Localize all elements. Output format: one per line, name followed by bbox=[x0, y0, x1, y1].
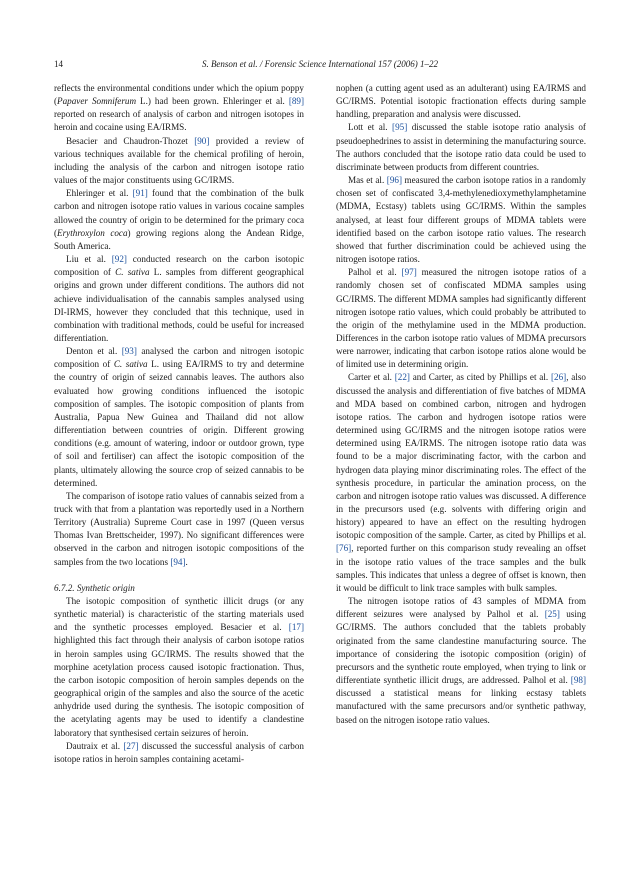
citation-link[interactable]: [95] bbox=[392, 122, 408, 133]
text: Besacier and Chaudron-Thozet bbox=[66, 135, 195, 146]
left-column bbox=[54, 82, 304, 766]
page-number: 14 bbox=[54, 59, 63, 69]
text: analysed the carbon and nitrogen isotopic composition of bbox=[54, 346, 304, 370]
text: measured the carbon isotope ratios in a randomly chosen set of confiscated 3,4-methylenedioxymethylamphetamine (MDMA, Ecstasy) tablets using GC/IRMS. Within the samples analysed, at least four different groups of MDMA tablets were identified based on the carbon isotope ratio values. The research showed that further discrimination could be achieved using the nitrogen isotope ratios. bbox=[336, 175, 586, 265]
species-name: C. sativa bbox=[113, 359, 148, 370]
text: . bbox=[185, 556, 188, 567]
page-header bbox=[54, 57, 586, 71]
citation-link[interactable]: [97] bbox=[401, 267, 417, 278]
text: Denton et al. bbox=[66, 346, 122, 357]
paragraph bbox=[336, 595, 586, 727]
paragraph bbox=[336, 371, 586, 595]
citation-link[interactable]: [90] bbox=[194, 135, 210, 146]
species-name: Erythroxylon coca bbox=[57, 227, 128, 238]
citation-link[interactable]: [17] bbox=[288, 622, 304, 633]
text: discussed a statistical means for linking ecstasy tablets manufactured with the same precursors and/or synthetic pathway, based on the nitrogen isotope ratio values. bbox=[336, 688, 586, 725]
paragraph bbox=[336, 82, 586, 121]
paragraph bbox=[54, 595, 304, 740]
text: and Carter, as cited by Phillips et al. bbox=[409, 372, 551, 383]
citation-link[interactable]: [27] bbox=[123, 740, 139, 751]
text: reflects the environmental conditions under which the opium poppy ( bbox=[54, 83, 304, 107]
paragraph bbox=[336, 174, 586, 266]
text: Palhol et al. bbox=[348, 267, 402, 278]
right-column bbox=[336, 82, 586, 727]
paragraph bbox=[54, 345, 304, 490]
text: ) growing regions along the Andean Ridge, South America. bbox=[54, 227, 304, 251]
citation-link[interactable]: [96] bbox=[386, 175, 402, 186]
text: The comparison of isotope ratio values of cannabis seized from a truck with that from a plantation was reportedly used in a Northern Territory (Australia) Supreme Court case in 1997 (Queen versus Thomas Ivan Brettscheider, 1997). No significant differences were observed in the carbon and nitrogen isotopic compositions of the samples from the two locations bbox=[54, 490, 304, 567]
text: , reported further on this comparison study revealing an offset in the isotope ratio values of the trace samples and the bulk samples. This indicates that unless a degree of offset is known, then it would be difficult to link trace samples with bulk samples. bbox=[336, 543, 586, 593]
paragraph bbox=[54, 187, 304, 253]
text: using GC/IRMS. The authors concluded that the tablets probably originated from the same clandestine manufacturing source. The importance of considering the isotopic composition (origin) of precursors and the synthetic route employed, when trying to link or differentiate synthetic illicit drugs, are addressed. Palhol et al. bbox=[336, 609, 586, 686]
text: Mas et al. bbox=[348, 175, 387, 186]
citation-link[interactable]: [76] bbox=[336, 543, 352, 554]
text: , also discussed the analysis and differentiation of five batches of MDMA and MDA based on combined carbon, nitrogen and hydrogen isotope ratios. The carbon and hydrogen isotope ratios were determined using GC/IRMS and the nitrogen isotope ratios were determined using EA/IRMS. The nitrogen isotope ratio data was found to be a major discriminating factor, with the carbon and hydrogen data playing minor discriminating roles. The effect of the synthesis procedure, in particular the amination process, on the carbon and nitrogen isotope ratio values was discussed. A difference in the precursors used (e.g. solvents with differing origin and history) appeared to have an effect on the resulting hydrogen isotopic composition of the sample. Carter, as cited by Phillips et al. bbox=[336, 372, 586, 541]
paragraph bbox=[54, 490, 304, 569]
paragraph bbox=[336, 266, 586, 371]
text: The nitrogen isotope ratios of 43 samples of MDMA from different seizures were analysed by Palhol et al. bbox=[336, 596, 586, 620]
text: Ehleringer et al. bbox=[66, 188, 133, 199]
text: found that the combination of the bulk carbon and nitrogen isotope ratio values in various cocaine samples allowed the country of origin to be determined for the primary coca ( bbox=[54, 188, 304, 238]
text: Dautraix et al. bbox=[66, 740, 124, 751]
citation-link[interactable]: [94] bbox=[170, 556, 186, 567]
text: L. samples from different geographical origins and grown under different conditions. The authors did not achieve individualisation of the cannabis samples analysed using DI-IRMS, however they concluded that this technique, used in combination with traditional methods, could be useful for increased differentiation. bbox=[54, 267, 304, 343]
text: discussed the successful analysis of carbon isotope ratios in heroin samples containing acetami- bbox=[54, 740, 304, 764]
text: L. using EA/IRMS to try and determine the country of origin of seized cannabis leaves. The authors also evaluated how growing conditions influenced the isotopic composition of samples. The isotopic composition of plants from Australia, Papua New Guinea and Thailand did not allow differentiation between countries of origin. Different growing conditions (e.g. amount of watering, indoor or outdoor grown, type of soil and fertiliser) can affect the isotopic composition of the plants, ultimately allowing the source crop of seized cannabis to be determined. bbox=[54, 359, 305, 488]
text: Liu et al. bbox=[66, 254, 112, 265]
citation-link[interactable]: [93] bbox=[121, 346, 137, 357]
text: The isotopic composition of synthetic illicit drugs (or any synthetic material) is characteristic of the starting materials used and the synthetic processes employed. Besacier et al. bbox=[54, 595, 304, 633]
text: Lott et al. bbox=[348, 122, 393, 133]
citation-link[interactable]: [92] bbox=[111, 254, 127, 265]
text: L.) had been grown. Ehleringer et al. bbox=[136, 96, 289, 107]
text: Carter et al. bbox=[348, 372, 395, 383]
text: discussed the stable isotope ratio analysis of pseudoephedrines to assist in determining the manufacturing source. The authors concluded that the isotope ratio data could be used to discriminate between products from different countries. bbox=[336, 122, 586, 172]
citation-link[interactable]: [89] bbox=[288, 96, 305, 107]
text: highlighted this fact through their analysis of carbon isotope ratios in heroin samples using GC/IRMS. The results showed that the morphine acetylation process caused isotopic fractionation. Thus, the carbon isotopic composition of heroin samples depends on the geographical origin of the samples and also the source of the acetic anhydride used during the synthesis. The isotopic composition of the acetylating agents may be used to identify a clandestine laboratory that synthesised certain seizures of heroin. bbox=[54, 635, 304, 738]
species-name: C. sativa bbox=[115, 267, 150, 278]
citation-link[interactable]: [25] bbox=[544, 609, 560, 620]
text: nophen (a cutting agent used as an adulterant) using EA/IRMS and GC/IRMS. Potential isotopic fractionation effects during sample handling, preparation and analysis were discussed. bbox=[336, 83, 586, 120]
paragraph bbox=[54, 82, 304, 135]
citation-link[interactable]: [26] bbox=[550, 372, 567, 383]
paragraph bbox=[54, 253, 304, 345]
text: reported on research of analysis of carbon and nitrogen isotopes in heroin and cocaine using EA/IRMS. bbox=[54, 109, 304, 133]
citation-link[interactable]: [91] bbox=[132, 188, 148, 199]
text: measured the nitrogen isotope ratios of a randomly chosen set of confiscated MDMA samples using GC/IRMS. The different MDMA samples had significantly different nitrogen isotope ratio values, which could probably be attributed to the origin of the methylamine used in the MDMA production. Differences in the carbon isotope ratio values of MDMA precursors were narrower, indicating that carbon isotope ratios alone would be of limited use in determining origin. bbox=[336, 267, 586, 370]
running-head: S. Benson et al. / Forensic Science International 157 (2006) 1–22 bbox=[201, 59, 439, 69]
citation-link[interactable]: [22] bbox=[394, 372, 410, 383]
species-name: Papaver Somniferum bbox=[57, 96, 137, 107]
paragraph bbox=[54, 135, 304, 188]
text: provided a review of various techniques available for the chemical profiling of heroin, including the analysis of the carbon and nitrogen isotope ratio values of the major constituents using GC/IRMS. bbox=[54, 135, 304, 186]
citation-link[interactable]: [98] bbox=[570, 675, 586, 686]
paragraph bbox=[54, 740, 304, 766]
text: conducted research on the carbon isotopic composition of bbox=[54, 254, 304, 278]
paragraph bbox=[336, 121, 586, 174]
section-subheading: 6.7.2. Synthetic origin bbox=[54, 582, 135, 593]
